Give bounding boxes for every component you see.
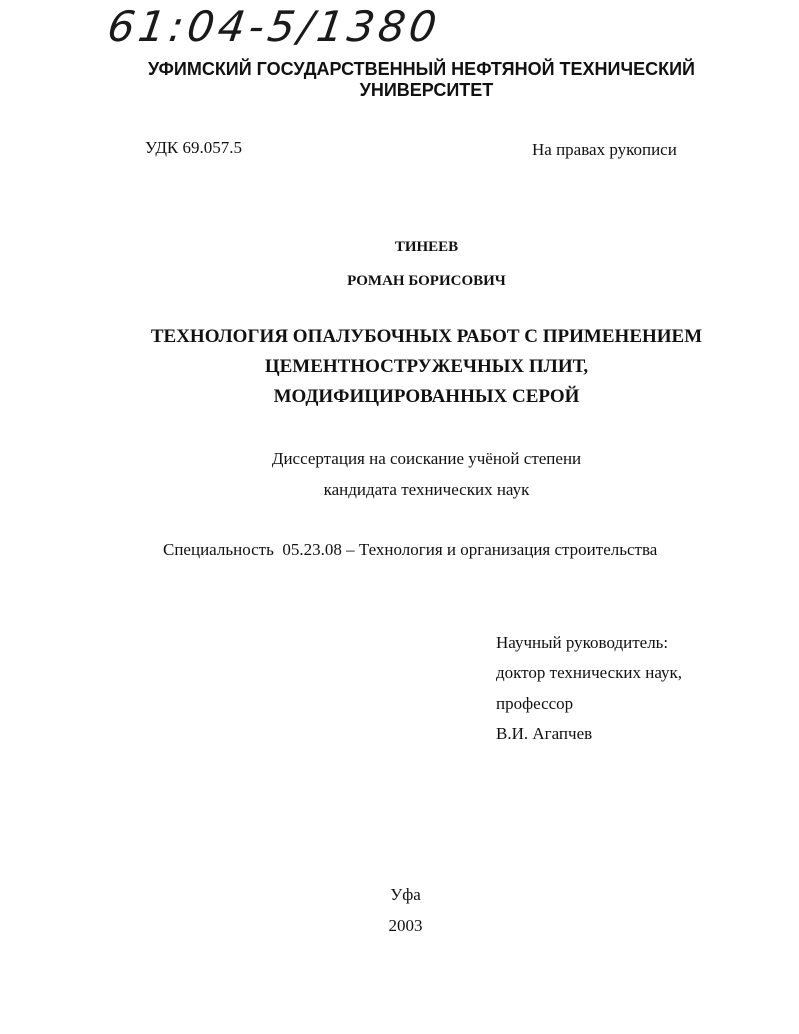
specialty: Специальность 05.23.08 – Технология и организация строительства bbox=[163, 540, 658, 559]
university-name-line1: УФИМСКИЙ ГОСУДАРСТВЕННЫЙ НЕФТЯНОЙ ТЕХНИЧЕСКИЙ bbox=[148, 59, 695, 79]
university-name-line2: УНИВЕРСИТЕТ bbox=[359, 80, 494, 100]
dissertation-degree-line1: Диссертация на соискание учёной степени bbox=[271, 449, 582, 468]
thesis-title-line3: МОДИФИЦИРОВАННЫХ СЕРОЙ bbox=[273, 386, 580, 407]
advisor-degree: доктор технических наук, bbox=[496, 663, 683, 682]
year: 2003 bbox=[388, 916, 423, 935]
thesis-title-line2: ЦЕМЕНТНОСТРУЖЕЧНЫХ ПЛИТ, bbox=[264, 356, 589, 377]
handwritten-archive-code: 61:04-5/1380 bbox=[104, 2, 444, 51]
advisor-rank: профессор bbox=[496, 694, 574, 713]
city: Уфа bbox=[390, 885, 421, 904]
author-name: РОМАН БОРИСОВИЧ bbox=[347, 273, 506, 289]
thesis-title-line1: ТЕХНОЛОГИЯ ОПАЛУБОЧНЫХ РАБОТ С ПРИМЕНЕНИЕМ bbox=[150, 326, 703, 347]
dissertation-degree-line2: кандидата технических наук bbox=[323, 480, 530, 499]
author-surname: ТИНЕЕВ bbox=[394, 239, 459, 255]
udk-code: УДК 69.057.5 bbox=[145, 138, 243, 157]
advisor-name: В.И. Агапчев bbox=[496, 724, 593, 743]
advisor-heading: Научный руководитель: bbox=[496, 633, 669, 652]
manuscript-rights: На правах рукописи bbox=[532, 140, 677, 159]
